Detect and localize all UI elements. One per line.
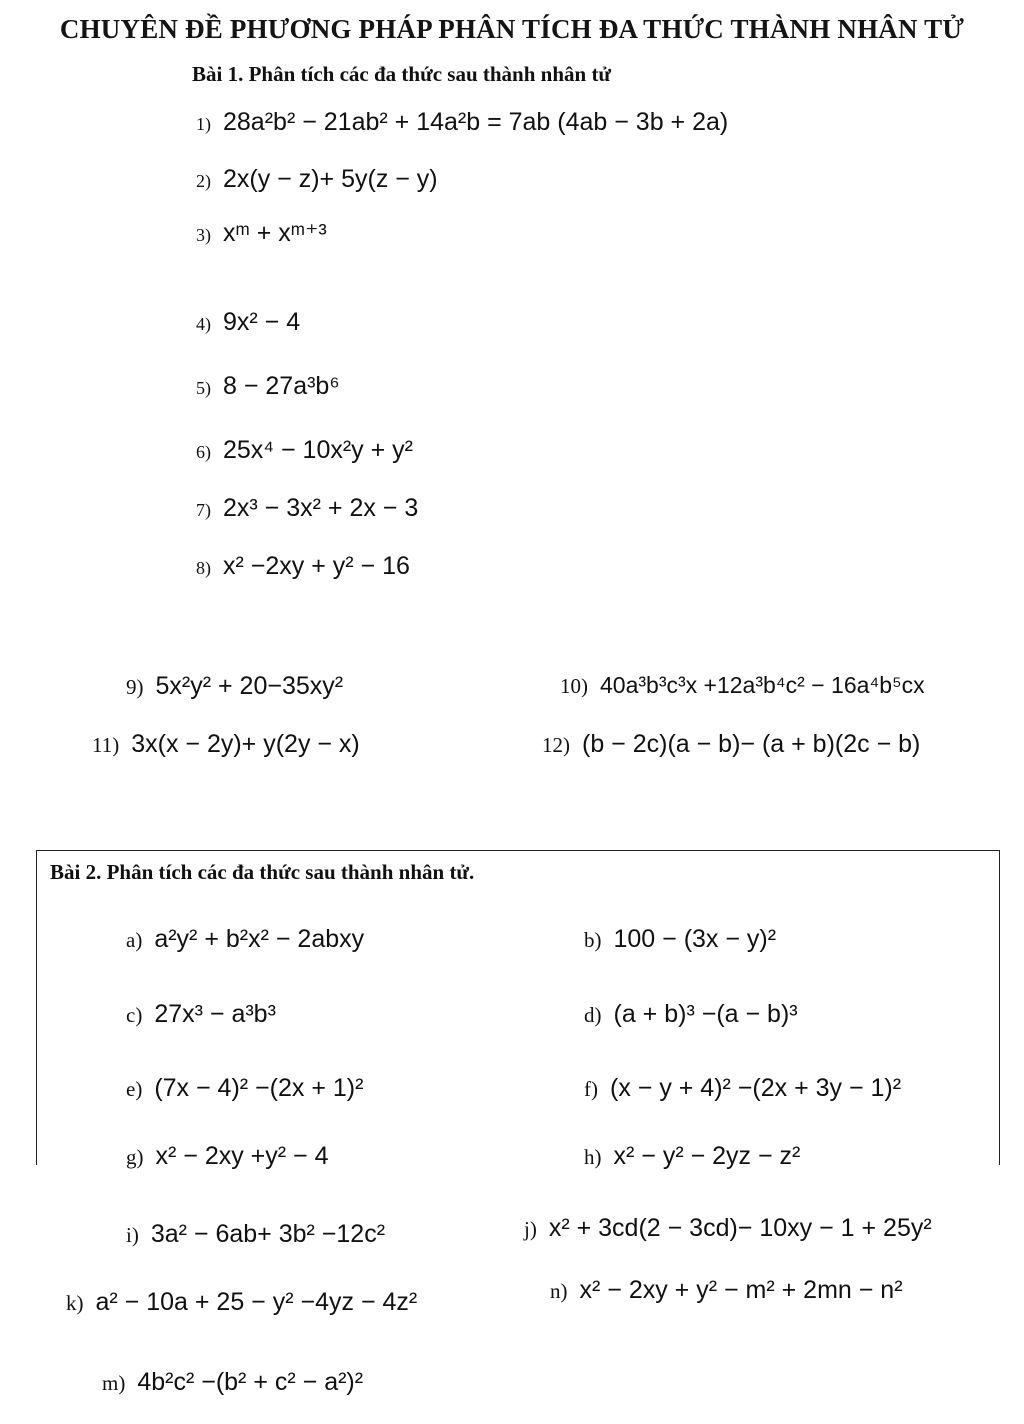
item-number: 1) [196, 114, 211, 134]
item-number: 5) [196, 378, 211, 398]
bai1-item-10 [560, 672, 925, 699]
bai1-item-9 [126, 672, 343, 701]
item-expression: xᵐ + xᵐ⁺³ [223, 219, 327, 247]
item-expression: 3a² − 6ab+ 3b² −12c² [150, 1220, 386, 1248]
bai2-item-i [126, 1220, 385, 1249]
item-expression: a²y² + b²x² − 2abxy [154, 925, 365, 953]
bai2-item-a [126, 925, 364, 954]
item-number: g) [126, 1145, 144, 1169]
bai2-item-e [126, 1074, 363, 1103]
item-number: 6) [196, 442, 211, 462]
bai2-item-h [584, 1142, 800, 1171]
item-expression: 8 − 27a³b⁶ [223, 372, 340, 400]
item-number: j) [524, 1217, 537, 1241]
item-number: 3) [196, 225, 211, 245]
bai2-item-g [126, 1142, 329, 1171]
item-expression: x² − y² − 2yz − z² [613, 1142, 801, 1170]
bai2-item-k [66, 1288, 417, 1317]
bai1-item-7 [196, 494, 418, 523]
item-number: k) [66, 1291, 84, 1315]
item-number: 2) [196, 171, 211, 191]
item-expression: x² − 2xy + y² − m² + 2mn − n² [579, 1276, 903, 1304]
item-expression: 2x³ − 3x² + 2x − 3 [223, 494, 419, 522]
item-expression: 25x⁴ − 10x²y + y² [223, 436, 413, 464]
item-number: i) [126, 1223, 139, 1247]
item-number: a) [126, 928, 143, 952]
item-expression: 2x(y − z)+ 5y(z − y) [223, 165, 438, 193]
bai2-item-c [126, 1000, 276, 1029]
item-expression: x² −2xy + y² − 16 [223, 552, 410, 580]
bai2-item-n [550, 1276, 903, 1305]
item-number: 10) [560, 674, 588, 698]
item-number: m) [102, 1371, 126, 1395]
item-number: n) [550, 1279, 568, 1303]
item-expression: 3x(x − 2y)+ y(2y − x) [131, 730, 360, 758]
bai1-heading: Bài 1. Phân tích các đa thức sau thành nhân tử [192, 62, 612, 86]
item-number: e) [126, 1077, 143, 1101]
item-expression: 5x²y² + 20−35xy² [155, 672, 344, 700]
item-number: 8) [196, 558, 211, 578]
item-number: 12) [542, 733, 570, 757]
item-expression: 9x² − 4 [223, 308, 301, 336]
item-expression: (b − 2c)(a − b)− (a + b)(2c − b) [582, 730, 921, 758]
bai2-item-f [584, 1074, 901, 1103]
item-expression: a² − 10a + 25 − y² −4yz − 4z² [95, 1288, 418, 1316]
bai2-item-b [584, 925, 776, 954]
bai2-heading: Bài 2. Phân tích các đa thức sau thành nhân tử. [50, 860, 475, 884]
bai1-item-11 [92, 730, 360, 759]
item-number: 4) [196, 314, 211, 334]
bai1-item-4 [196, 308, 300, 337]
item-number: 11) [92, 733, 120, 757]
item-number: b) [584, 928, 602, 952]
item-expression: 4b²c² −(b² + c² − a²)² [137, 1368, 364, 1396]
bai1-item-5 [196, 372, 340, 401]
item-expression: 27x³ − a³b³ [154, 1000, 276, 1028]
bai1-item-2 [196, 165, 438, 194]
item-expression: (7x − 4)² −(2x + 1)² [154, 1074, 364, 1102]
item-number: f) [584, 1077, 598, 1101]
item-number: c) [126, 1003, 143, 1027]
item-expression: x² − 2xy +y² − 4 [155, 1142, 329, 1170]
bai1-item-6 [196, 436, 413, 465]
item-expression: x² + 3cd(2 − 3cd)− 10xy − 1 + 25y² [548, 1214, 932, 1242]
bai1-item-3 [196, 218, 327, 248]
bai2-item-j [524, 1214, 932, 1243]
item-number: d) [584, 1003, 602, 1027]
bai1-item-12 [542, 730, 920, 759]
item-expression: (a + b)³ −(a − b)³ [613, 1000, 798, 1028]
bai2-item-d [584, 1000, 798, 1029]
item-expression: 100 − (3x − y)² [613, 925, 777, 953]
bai1-item-8 [196, 552, 410, 581]
item-expression: 28a²b² − 21ab² + 14a²b = 7ab (4ab − 3b + 2a) [223, 108, 729, 136]
item-number: 9) [126, 675, 144, 699]
item-expression: (x − y + 4)² −(2x + 3y − 1)² [610, 1074, 902, 1102]
item-number: h) [584, 1145, 602, 1169]
bai1-item-1 [196, 108, 728, 137]
page-title: CHUYÊN ĐỀ PHƯƠNG PHÁP PHÂN TÍCH ĐA THỨC THÀNH NHÂN TỬ [59, 14, 965, 44]
bai2-item-m [102, 1368, 363, 1397]
item-number: 7) [196, 500, 211, 520]
item-expression: 40a³b³c³x +12a³b⁴c² − 16a⁴b⁵cx [600, 672, 925, 698]
